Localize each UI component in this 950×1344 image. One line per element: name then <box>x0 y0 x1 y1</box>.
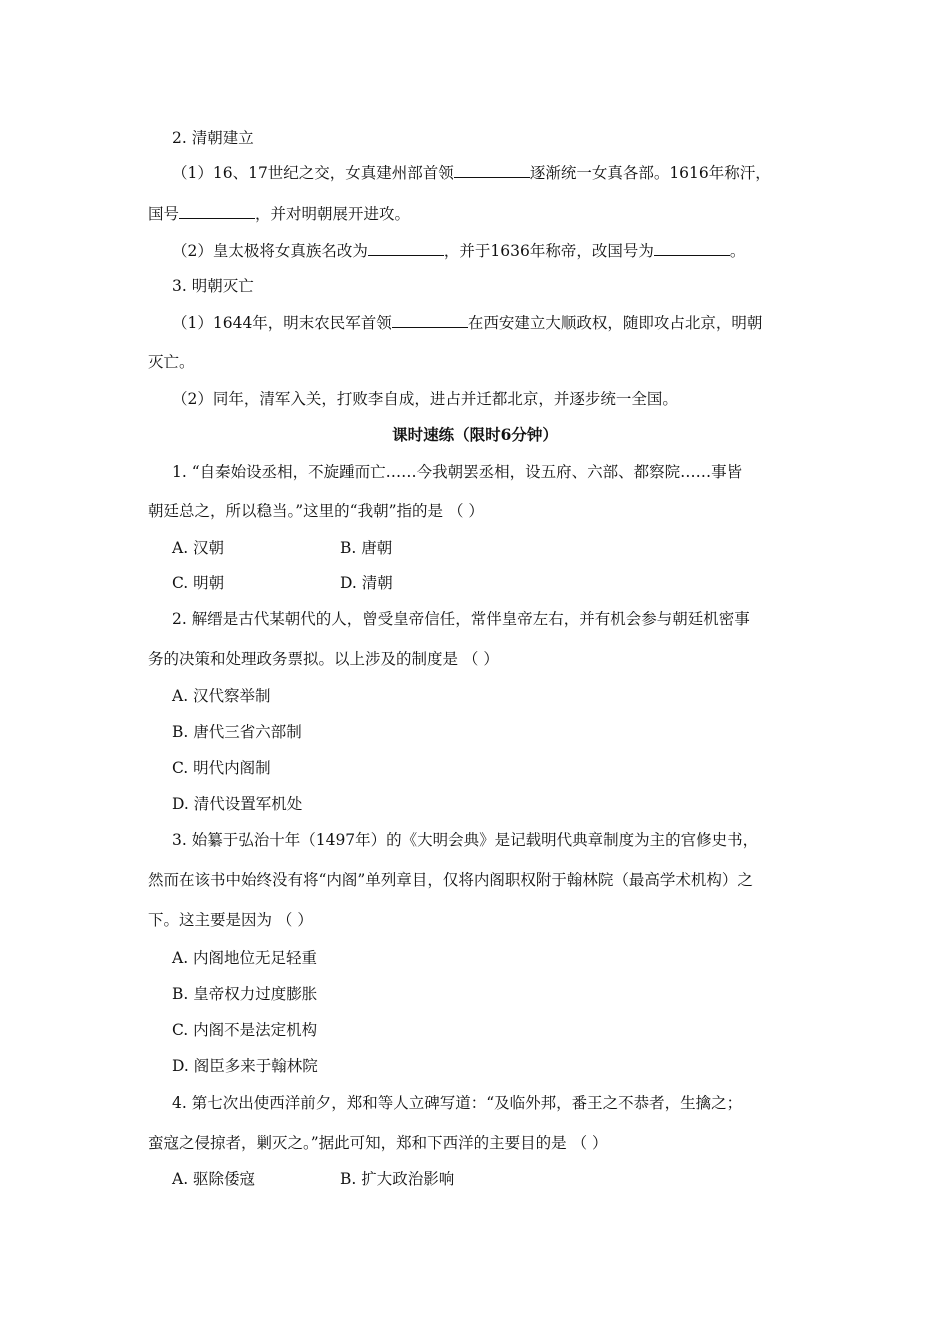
option[interactable]: A. 内阁地位无足轻重 <box>172 949 318 967</box>
question-stem: 3. 始纂于弘治十年（1497年）的《大明会典》是记载明代典章制度为主的官修史书， <box>172 831 759 849</box>
fill-item: （1）1644年，明末农民军首领 在西安建立大顺政权，随即攻占北京，明朝 <box>172 314 763 332</box>
answer-blank[interactable] <box>392 313 468 328</box>
fill-item: （1）16、17世纪之交，女真建州部首领 逐渐统一女真各部。1616年称汗， <box>172 164 771 182</box>
option[interactable]: C. 内阁不是法定机构 <box>172 1021 318 1039</box>
option[interactable]: C. 明朝 <box>172 574 225 592</box>
section-title: 3. 明朝灭亡 <box>172 277 254 295</box>
option[interactable]: A. 汉朝 <box>172 539 225 557</box>
section-title: 2. 清朝建立 <box>172 129 254 147</box>
question-stem: 下。这主要是因为 （ ） <box>148 911 313 929</box>
answer-blank[interactable] <box>654 241 730 256</box>
option[interactable]: D. 阁臣多来于翰林院 <box>172 1057 318 1075</box>
question-stem: 朝廷总之，所以稳当。”这里的“我朝”指的是 （ ） <box>148 502 484 520</box>
fill-item-continued: 灭亡。 <box>148 353 195 371</box>
option[interactable]: B. 皇帝权力过度膨胀 <box>172 985 318 1003</box>
question-stem: 1. “自秦始设丞相，不旋踵而亡……今我朝罢丞相，设五府、六部、都察院……事皆 <box>172 463 743 481</box>
question-stem: 2. 解缙是古代某朝代的人，曾受皇帝信任，常伴皇帝左右，并有机会参与朝廷机密事 <box>172 610 750 628</box>
option[interactable]: B. 唐代三省六部制 <box>172 723 302 741</box>
question-stem: 然而在该书中始终没有将“内阁”单列章目，仅将内阁职权附于翰林院（最高学术机构）之 <box>148 871 753 889</box>
answer-blank[interactable] <box>368 241 444 256</box>
question-stem: 蛮寇之侵掠者，剿灭之。”据此可知，郑和下西洋的主要目的是 （ ） <box>148 1134 608 1152</box>
fill-item-continued: 国号 ，并对明朝展开进攻。 <box>148 205 411 223</box>
question-stem: 务的决策和处理政务票拟。以上涉及的制度是 （ ） <box>148 650 499 668</box>
option[interactable]: B. 唐朝 <box>340 539 393 557</box>
option[interactable]: D. 清代设置军机处 <box>172 795 303 813</box>
question-stem: 4. 第七次出使西洋前夕，郑和等人立碑写道：“及临外邦，番王之不恭者，生擒之； <box>172 1094 743 1112</box>
page-heading: 课时速练（限时6分钟） <box>392 425 558 444</box>
answer-blank[interactable] <box>454 163 530 178</box>
option[interactable]: A. 汉代察举制 <box>172 687 271 705</box>
answer-blank[interactable] <box>179 204 255 219</box>
option[interactable]: B. 扩大政治影响 <box>340 1170 455 1188</box>
statement: （2）同年，清军入关，打败李自成，进占并迁都北京，并逐步统一全国。 <box>172 390 678 408</box>
option[interactable]: C. 明代内阁制 <box>172 759 271 777</box>
option[interactable]: D. 清朝 <box>340 574 393 592</box>
fill-item: （2）皇太极将女真族名改为 ，并于1636年称帝，改国号为 。 <box>172 242 746 260</box>
option[interactable]: A. 驱除倭寇 <box>172 1170 256 1188</box>
